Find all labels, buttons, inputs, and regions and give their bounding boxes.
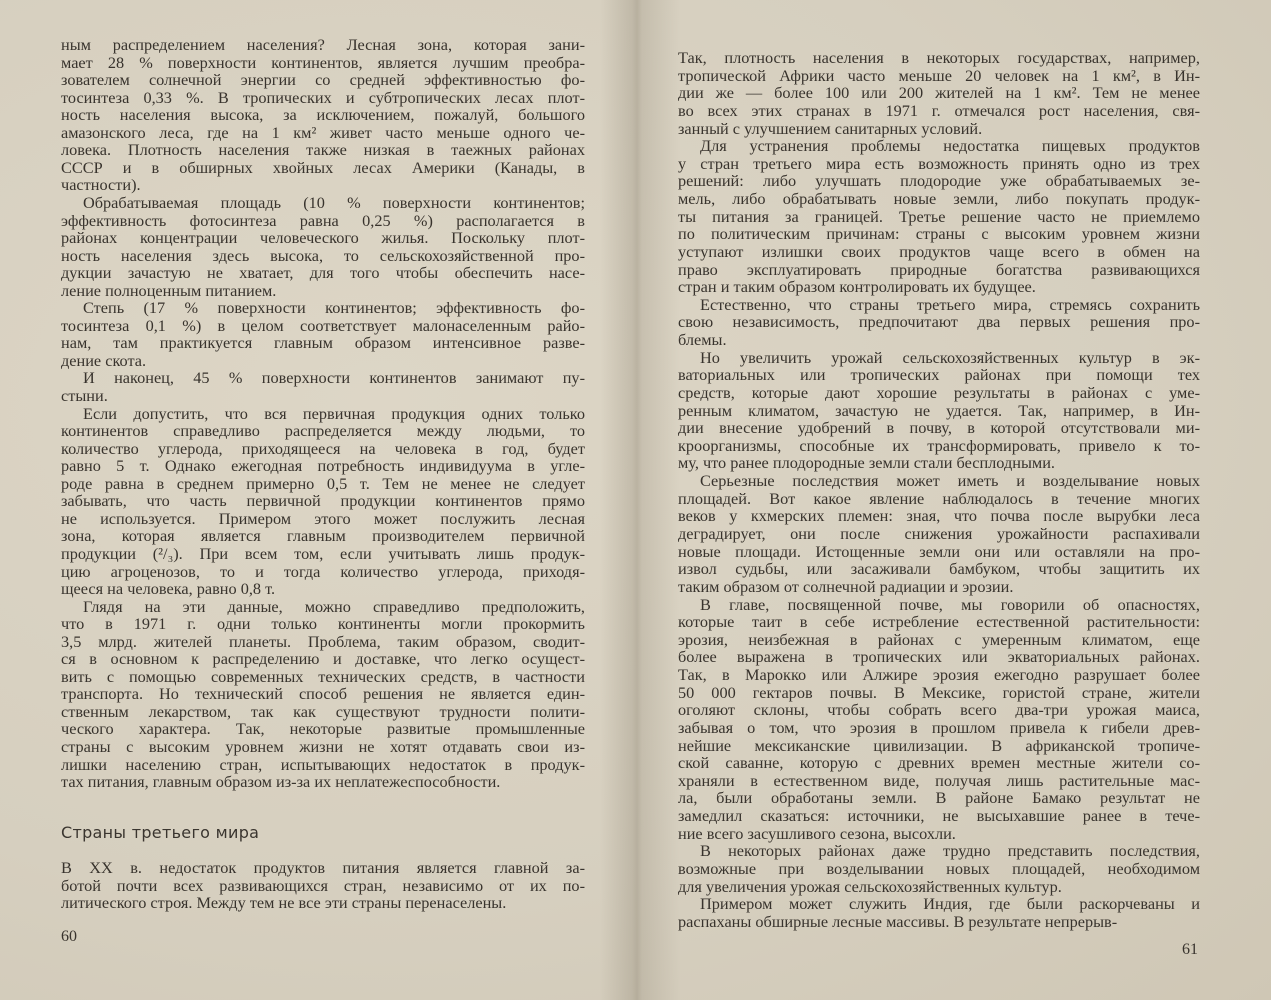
text-line bbox=[678, 419, 1200, 437]
text-line bbox=[61, 36, 585, 54]
text-line bbox=[61, 580, 585, 598]
paragraph-line-text: для увеличения урожая сельскохозяйственных культур. bbox=[678, 877, 1062, 896]
paragraph-line-text: зона, которая является главным производителем первичной bbox=[61, 526, 585, 545]
paragraph-line-text: занный с улучшением санитарных условий. bbox=[678, 119, 983, 138]
text-line bbox=[61, 334, 585, 352]
text-line bbox=[678, 860, 1200, 878]
paragraph-line-text: количество углерода, приходящееся на человека в год, будет bbox=[61, 439, 585, 458]
paragraph-line-text: Так, в Марокко или Алжире эрозия ежегодно разрушает более bbox=[678, 665, 1200, 684]
paragraph-line-text: В главе, посвященной почве, мы говорили об опасностях, bbox=[700, 595, 1200, 614]
paragraph-line-text: извол судьбы, или засаживали бамбуком, чтобы защитить их bbox=[678, 559, 1200, 578]
paragraph-line-text: тах питания, главным образом из-за их неплатежеспособности. bbox=[61, 772, 501, 791]
paragraph-line-text: Но увеличить урожай сельскохозяйственных культур в эк- bbox=[700, 348, 1200, 367]
paragraph-line-text: В некоторых районах даже трудно представить последствия, bbox=[700, 841, 1200, 860]
text-line bbox=[678, 190, 1200, 208]
paragraph-line-text: дии внесение удобрений в почву, в которой отсутствовали ми- bbox=[678, 418, 1200, 437]
paragraph-line-text: Для устранения проблемы недостатка пищевых продуктов bbox=[700, 136, 1200, 155]
paragraph-line-text: зователем солнечной энергии со средней эффективностью фо- bbox=[61, 70, 585, 89]
paragraph-line-text: Серьезные последствия может иметь и возделывание новых bbox=[700, 471, 1200, 490]
paragraph-line-text: му, что ранее плодородные земли стали бесплодными. bbox=[678, 453, 1055, 472]
text-line bbox=[61, 71, 585, 89]
paragraph-line-text: Обрабатываемая площадь (10 % поверхности континентов; bbox=[83, 193, 585, 212]
text-line bbox=[678, 507, 1200, 525]
paragraph-line-text: мель, либо обрабатывать новые земли, либо покупать продук- bbox=[678, 189, 1200, 208]
paragraph-line-text: таким образом от солнечной радиации и эрозии. bbox=[678, 577, 1014, 596]
paragraph-line-text: страны с высоким уровнем жизни не хотят отдавать свои из- bbox=[61, 737, 585, 756]
text-line bbox=[61, 194, 585, 212]
text-line bbox=[61, 387, 585, 405]
paragraph-line-text: ность населения высока, за исключением, пожалуй, большого bbox=[61, 105, 585, 124]
paragraph-line-text: ся в основном к распределению и доставке, что легко осущест- bbox=[61, 649, 585, 668]
text-line bbox=[678, 666, 1200, 684]
text-line bbox=[678, 789, 1200, 807]
paragraph-line-text: ваториальных или тропических районах при помощи тех bbox=[678, 365, 1200, 384]
text-line bbox=[678, 560, 1200, 578]
paragraph-line-text: равно 5 т. Однако ежегодная потребность индивидуума в угле- bbox=[61, 456, 585, 475]
paragraph-line-text: ла, были обработаны земли. В районе Бамако результат не bbox=[678, 788, 1200, 807]
text-line bbox=[678, 807, 1200, 825]
paragraph-line-text: В XX в. недостаток продуктов питания является главной за- bbox=[61, 858, 585, 877]
paragraph-line-text: 3,5 млрд. жителей планеты. Проблема, таким образом, сводит- bbox=[61, 632, 585, 651]
paragraph-line-text: новые площади. Истощенные земли они или оставляли на про- bbox=[678, 542, 1200, 561]
paragraph-line-text: ным распределением населения? Лесная зона, которая зани- bbox=[61, 35, 585, 54]
paragraph-line-text: литического строя. Между тем не все эти страны перенаселены. bbox=[61, 893, 507, 912]
text-line bbox=[61, 299, 585, 317]
paragraph-line-text: кроорганизмы, способные их трансформировать, привело к то- bbox=[678, 436, 1200, 455]
paragraph-line-text: Естественно, что страны третьего мира, стремясь сохранить bbox=[700, 295, 1200, 314]
text-line bbox=[678, 49, 1200, 67]
paragraph-line-text: свою независимость, предпочитают два первых решения про- bbox=[678, 312, 1200, 331]
paragraph-line-text: право эксплуатировать природные богатства развивающихся bbox=[678, 260, 1200, 279]
paragraph-line-text: забывать, что часть первичной продукции континентов прямо bbox=[61, 491, 585, 510]
text-line bbox=[61, 545, 585, 563]
text-line bbox=[61, 369, 585, 387]
text-line bbox=[678, 525, 1200, 543]
text-line bbox=[678, 719, 1200, 737]
paragraph-line-text: роде равна в среднем примерно 0,5 т. Тем не менее не следует bbox=[61, 474, 585, 493]
paragraph-line-text: ловека. Плотность населения также низкая в таежных районах bbox=[61, 140, 585, 159]
text-line bbox=[61, 894, 585, 912]
text-line bbox=[61, 176, 585, 194]
paragraph-line-text: частности). bbox=[61, 175, 141, 194]
paragraph-line-text: продукции (²/₃). При всем том, если учитывать лишь продук- bbox=[61, 544, 585, 563]
text-line bbox=[678, 243, 1200, 261]
paragraph-line-text: нам, там практикуется главным образом интенсивное разве- bbox=[61, 333, 585, 352]
text-line bbox=[61, 527, 585, 545]
paragraph-line-text: ческого характера. Так, некоторые развитые промышленные bbox=[61, 719, 585, 738]
paragraph-line-text: оголяют склоны, чтобы собрать всего два-три урожая маиса, bbox=[678, 700, 1200, 719]
paragraph-line-text: цию агроценозов, то и тогда количество углерода, приходя- bbox=[61, 562, 585, 581]
paragraph-line-text: ние всего засушливого сезона, высохли. bbox=[678, 824, 956, 843]
paragraph-line-text: эрозия, неизбежная в районах с умеренным климатом, еще bbox=[678, 630, 1200, 649]
text-line bbox=[678, 578, 1200, 596]
paragraph-line-text: деградирует, они после снижения урожайности распахивали bbox=[678, 524, 1200, 543]
text-line bbox=[678, 754, 1200, 772]
paragraph-line-text: СССР и в обширных хвойных лесах Америки (Канады, в bbox=[61, 158, 585, 177]
paragraph-line-text: Так, плотность населения в некоторых государствах, например, bbox=[678, 48, 1200, 67]
text-line bbox=[61, 685, 585, 703]
paragraph-line-text: континентов справедливо распределяется между людьми, то bbox=[61, 421, 585, 440]
paragraph-line-text: вить с помощью современных технических средств, в частности bbox=[61, 667, 585, 686]
paragraph-line-text: веков у кхмерских племен: зная, что почва после вырубки леса bbox=[678, 506, 1200, 525]
text-line bbox=[678, 331, 1200, 349]
text-line bbox=[678, 895, 1200, 913]
text-line bbox=[678, 842, 1200, 860]
paragraph-line-text: ность населения здесь высока, то сельскохозяйственной про- bbox=[61, 246, 585, 265]
text-line bbox=[61, 615, 585, 633]
paragraph-line-text: уступают излишки своих продуктов чаще всего в обмен на bbox=[678, 242, 1200, 261]
paragraph-line-text: тосинтеза 0,1 %) в целом соответствует малонаселенным райо- bbox=[61, 316, 585, 335]
paragraph-line-text: у стран третьего мира есть возможность принять одно из трех bbox=[678, 154, 1200, 173]
paragraph-line-text: Если допустить, что вся первичная продукция одних только bbox=[83, 404, 585, 423]
text-line bbox=[61, 492, 585, 510]
paragraph-line-text: по политическим причинам: страны с высоким уровнем жизни bbox=[678, 224, 1200, 243]
paragraph-line-text: нейшие мексиканские цивилизации. В африканской тропиче- bbox=[678, 736, 1200, 755]
text-line bbox=[678, 137, 1200, 155]
paragraph-line-text: 50 000 гектаров почвы. В Мексике, гористой стране, жители bbox=[678, 683, 1200, 702]
paragraph-line-text: Примером может служить Индия, где были раскорчеваны и bbox=[700, 894, 1200, 913]
paragraph-line-text: храняли в естественном виде, получая лишь растительные мас- bbox=[678, 771, 1200, 790]
text-line bbox=[678, 84, 1200, 102]
paragraph-line-text: решений: либо улучшать плодородие уже обрабатываемых зе- bbox=[678, 171, 1200, 190]
paragraph-line-text: транспорта. Но технический способ решения не является един- bbox=[61, 684, 585, 703]
text-line bbox=[678, 701, 1200, 719]
text-line bbox=[678, 454, 1200, 472]
paragraph-line-text: дии же — более 100 или 200 жителей на 1 км². Тем не менее bbox=[678, 83, 1200, 102]
text-line bbox=[61, 106, 585, 124]
text-line bbox=[61, 720, 585, 738]
paragraph-line-text: ственным лекарством, так как существуют трудности полити- bbox=[61, 702, 585, 721]
text-line bbox=[61, 141, 585, 159]
paragraph-line-text: забывая о том, что эрозия в прошлом привела к гибели древ- bbox=[678, 718, 1200, 737]
text-line bbox=[678, 102, 1200, 120]
text-line bbox=[678, 172, 1200, 190]
paragraph-line-text: замедлил сказаться: источники, не высыхавшие ранее в тече- bbox=[678, 806, 1200, 825]
text-line bbox=[61, 264, 585, 282]
text-line bbox=[678, 613, 1200, 631]
paragraph-line-text: дукции зачастую не хватает, для того чтобы обеспечить насе- bbox=[61, 263, 585, 282]
paragraph-line-text: ботой почти всех развивающихся стран, независимо от их по- bbox=[61, 876, 585, 895]
paragraph-line-text: стыни. bbox=[61, 386, 108, 405]
page-number: 61 bbox=[1182, 941, 1198, 958]
text-line bbox=[678, 648, 1200, 666]
paragraph-line-text: не используется. Примером этого может послужить лесная bbox=[61, 509, 585, 528]
paragraph-line-text: тосинтеза 0,33 %. В тропических и субтропических лесах плот- bbox=[61, 88, 585, 107]
paragraph-line-text: площадей. Вот какое явление наблюдалось в течение многих bbox=[678, 489, 1200, 508]
paragraph-line-text: ской саванне, которую с древних времен местные жители со- bbox=[678, 753, 1200, 772]
paragraph-line-text: ление полноценным питанием. bbox=[61, 281, 277, 300]
paragraph-line-text: мает 28 % поверхности континентов, является лучшим преобра- bbox=[61, 53, 585, 72]
paragraph-line-text: ты питания за границей. Третье решение часто не приемлемо bbox=[678, 207, 1200, 226]
text-line bbox=[61, 738, 585, 756]
paragraph-line-text: которые таит в себе истребление естественной растительности: bbox=[678, 612, 1200, 631]
paragraph-line-text: более выражена в тропических или экваториальных районах. bbox=[678, 647, 1200, 666]
paragraph-line-text: амазонского леса, где на 1 км² живет часто меньше одного че- bbox=[61, 123, 585, 142]
paragraph-line-text: дение скота. bbox=[61, 351, 147, 370]
text-line bbox=[61, 422, 585, 440]
paragraph-line-text: Глядя на эти данные, можно справедливо предположить, bbox=[83, 597, 585, 616]
text-line bbox=[678, 913, 1200, 931]
text-line bbox=[678, 472, 1200, 490]
paragraph-line-text: Степь (17 % поверхности континентов; эффективность фо- bbox=[83, 298, 585, 317]
paragraph-line-text: возможные при возделывании новых площадей, необходимом bbox=[678, 859, 1200, 878]
text-line bbox=[678, 366, 1200, 384]
text-line bbox=[678, 384, 1200, 402]
paragraph-line-text: эффективность фотосинтеза равна 0,25 %) располагается в bbox=[61, 211, 585, 230]
text-line bbox=[678, 313, 1200, 331]
paragraph-line-text: что в 1971 г. одни только континенты могли прокормить bbox=[61, 614, 585, 633]
paragraph-line-text: стран и таким образом контролировать их будущее. bbox=[678, 277, 1036, 296]
section-heading: Страны третьего мира bbox=[61, 823, 260, 842]
paragraph-line-text: тропической Африки часто меньше 20 человек на 1 км², в Ин- bbox=[678, 66, 1200, 85]
text-line bbox=[61, 650, 585, 668]
paragraph-line-text: распаханы обширные лесные массивы. В результате непрерыв- bbox=[678, 912, 1118, 931]
paragraph-line-text: лишки населению стран, испытывающих недостаток в продук- bbox=[61, 755, 585, 774]
paragraph-line-text: ренным климатом, зачастую не удается. Так, например, в Ин- bbox=[678, 401, 1200, 420]
paragraph-line-text: во всех этих странах в 1971 г. отмечался рост населения, свя- bbox=[678, 101, 1200, 120]
paragraph-line-text: щееся на человека, равно 0,8 т. bbox=[61, 579, 276, 598]
page-number: 60 bbox=[61, 928, 77, 945]
text-line bbox=[678, 278, 1200, 296]
text-line bbox=[678, 225, 1200, 243]
text-line bbox=[61, 859, 585, 877]
text-line bbox=[61, 229, 585, 247]
text-line bbox=[61, 457, 585, 475]
paragraph-line-text: средств, которые дают хорошие результаты в районах с уме- bbox=[678, 383, 1200, 402]
paragraph-line-text: блемы. bbox=[678, 330, 727, 349]
paragraph-line-text: И наконец, 45 % поверхности континентов занимают пу- bbox=[83, 368, 585, 387]
paragraph-line-text: районах концентрации человеческого жилья. Поскольку плот- bbox=[61, 228, 585, 247]
text-line bbox=[61, 773, 585, 791]
